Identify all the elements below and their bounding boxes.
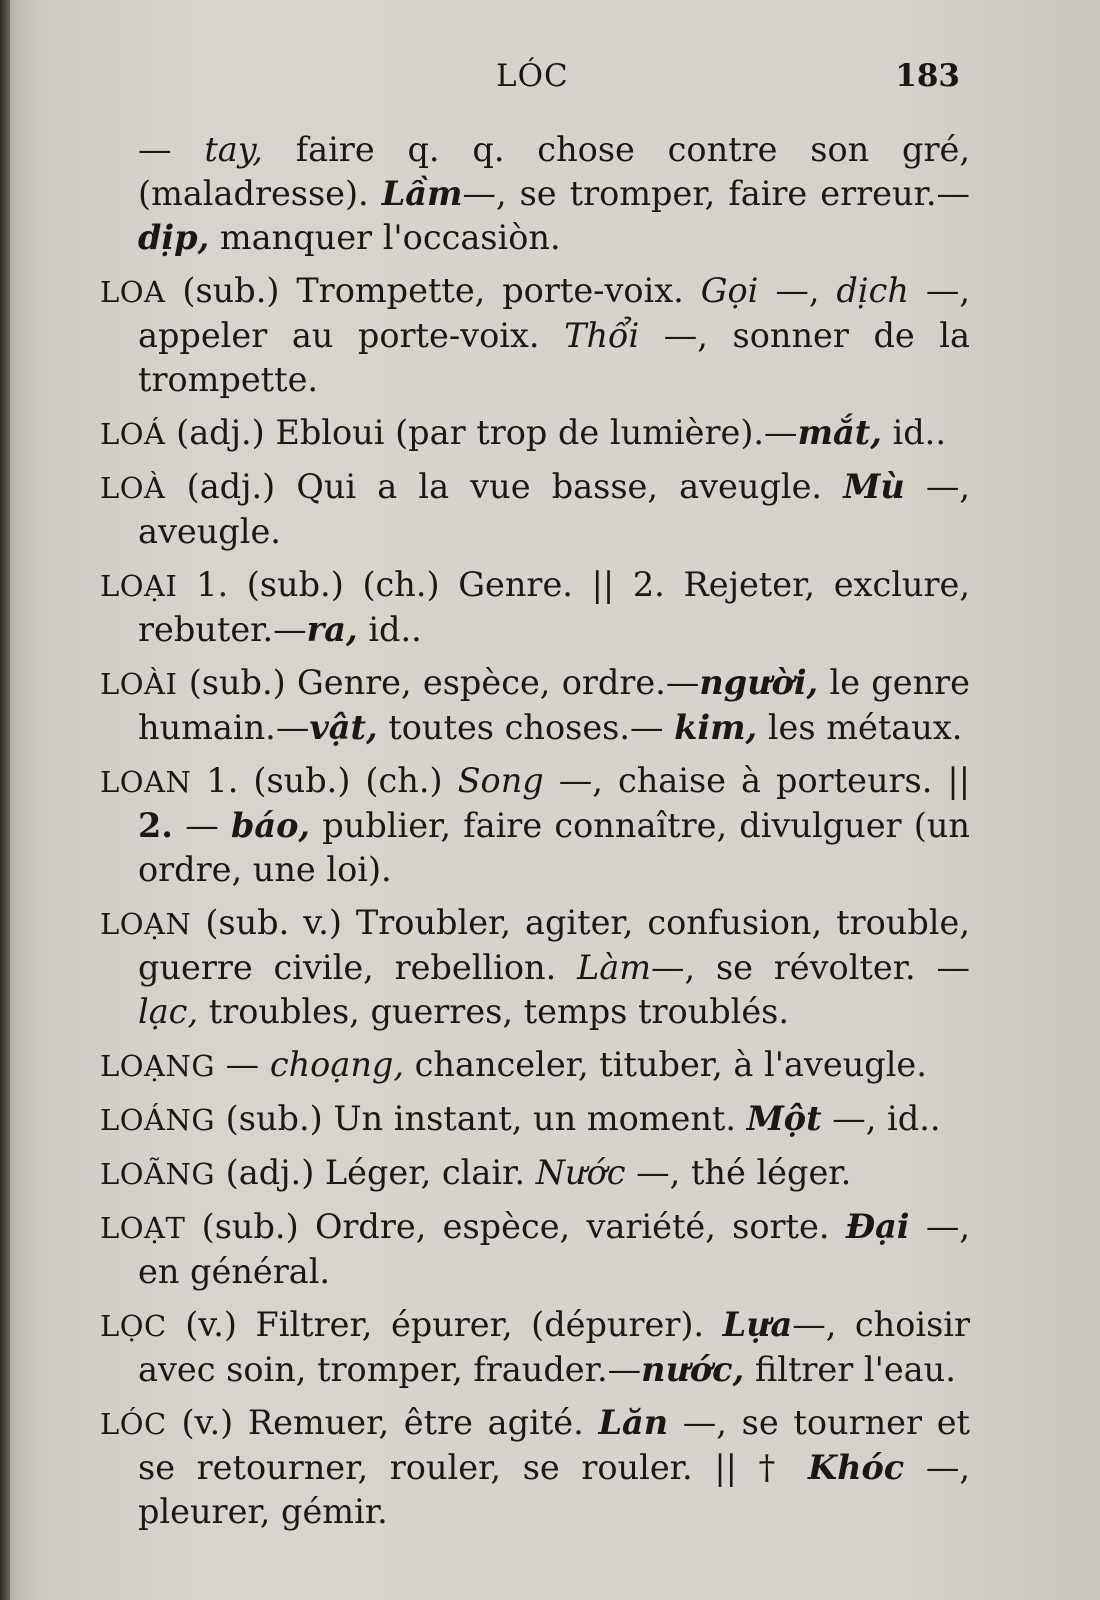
dictionary-entry [100,128,970,260]
entry-text: troubles, guerres, temps troublés. [198,992,790,1031]
entry-text: toutes choses.— [377,708,675,747]
entry-headword: LỌC [100,1309,167,1343]
entry-example-term: Một [746,1099,822,1138]
dictionary-entry [100,1401,970,1534]
entry-text: (sub.) Genre, espèce, ordre.— [177,663,700,702]
entry-text: —, id.. [821,1099,941,1138]
dictionary-entry [100,901,970,1034]
dictionary-entry [100,1151,970,1196]
entry-example-term: kim, [674,708,758,747]
dictionary-entry [100,563,970,652]
entry-example-term: dịch [836,271,909,310]
entry-text: id.. [357,610,422,649]
dictionary-entries [100,128,970,1543]
entry-headword: LÓC [100,1407,167,1441]
entry-text: —, en général. [138,1207,970,1291]
entry-example-term: lạc, [138,992,199,1031]
entry-text: —, appeler au porte-voix. [138,271,970,355]
entry-headword: LOẠT [100,1211,186,1245]
dictionary-entry [100,1205,970,1294]
entry-text: — [138,130,205,169]
entry-headword: LOÁ [100,417,166,451]
entry-headword: LOẠI [100,569,178,603]
dictionary-entry [100,1097,970,1142]
running-head [100,58,960,102]
entry-text: —, se révolter. — [651,948,970,987]
entry-text: —, choisir avec soin, tromper, frauder.— [138,1305,970,1389]
entry-text: —, sonner de la trompette. [138,316,970,399]
entry-headword: LOẠNG [100,1049,216,1083]
entry-example-term: Nước [535,1153,626,1192]
dictionary-entry [100,1043,970,1088]
entry-text: —, se tourner et se retourner, rouler, se rouler. || † [138,1403,971,1487]
entry-text: (sub.) Trompette, porte-voix. [165,271,701,310]
entry-text: publier, faire connaître, divulguer (un ordre, une loi). [138,806,970,889]
entry-example-term: Lựa [722,1305,793,1344]
entry-text: (sub.) Ordre, espèce, variété, sorte. [185,1207,846,1246]
entry-example-term: 2. [138,806,173,845]
entry-text: (v.) Filtrer, épurer, (dépurer). [166,1305,723,1344]
entry-text: (sub.) Un instant, un moment. [215,1099,747,1138]
entry-example-term: người, [699,663,819,702]
entry-text: manquer l'occasiòn. [209,218,561,257]
entry-example-term: Gọi [700,271,759,310]
entry-text: chanceler, tituber, à l'aveugle. [404,1045,927,1084]
dictionary-entry [100,759,970,892]
entry-example-term: mắt, [797,413,882,452]
entry-headword: LOÀI [100,667,178,701]
entry-example-term: dịp, [138,218,210,257]
entry-example-term: Thổi [564,316,640,355]
entry-text: (adj.) Ebloui (par trop de lumière).— [165,413,798,452]
book-spine-shadow [0,0,10,1600]
entry-example-term: Làm [577,948,652,987]
entry-headword: LOA [100,275,166,309]
entry-text: —, chaise à porteurs. || [543,761,970,800]
entry-headword: LOAN [100,765,192,799]
entry-text: — [172,806,231,845]
entry-text: —, aveugle. [138,467,970,551]
entry-example-term: nước, [641,1350,745,1389]
entry-example-term: Lầm [381,174,463,213]
entry-text: les métaux. [757,708,963,747]
entry-example-term: Đại [845,1207,910,1246]
entry-text: — [215,1045,270,1084]
entry-text: —, pleurer, gémir. [138,1448,970,1531]
entry-example-term: Khóc [807,1448,905,1487]
dictionary-entry [100,1303,970,1392]
entry-headword: LOÁNG [100,1103,216,1137]
entry-example-term: ra, [306,610,358,649]
entry-text: 1. (sub.) (ch.) [191,761,458,800]
entry-example-term: vật, [309,708,378,747]
entry-example-term: Song [457,761,544,800]
dictionary-entry [100,465,970,554]
entry-text: 1. (sub.) (ch.) Genre. || 2. Rejeter, exclure, rebuter.— [138,565,970,649]
entry-example-term: choạng, [269,1045,404,1084]
entry-text: —, [758,271,837,310]
entry-text: filtrer l'eau. [744,1350,956,1389]
dictionary-entry [100,269,970,402]
entry-example-term: Lăn [598,1403,669,1442]
entry-example-term: báo, [230,806,311,845]
entry-text: (v.) Remuer, être agité. [166,1403,599,1442]
entry-headword: LOÃNG [100,1157,216,1191]
entry-text: id.. [881,413,946,452]
entry-text: —, se tromper, faire erreur.— [462,174,970,213]
entry-headword: LOẠN [100,907,192,941]
entry-text: le genre humain.— [138,663,970,747]
page-number: 183 [895,58,960,94]
entry-text: (adj.) Qui a la vue basse, aveugle. [165,467,844,506]
entry-text: —, thé léger. [625,1153,852,1192]
dictionary-entry [100,661,970,750]
running-head-word: LÓC [496,58,569,94]
dictionary-entry [100,411,970,456]
entry-text: (sub. v.) Troubler, agiter, confusion, trouble, guerre civile, rebellion. [138,903,970,987]
entry-example-term: tay, [204,130,263,169]
entry-example-term: Mù [843,467,905,506]
entry-text: faire q. q. chose contre son gré, (maladresse). [138,130,970,213]
entry-text: (adj.) Léger, clair. [215,1153,536,1192]
entry-headword: LOÀ [100,471,166,505]
